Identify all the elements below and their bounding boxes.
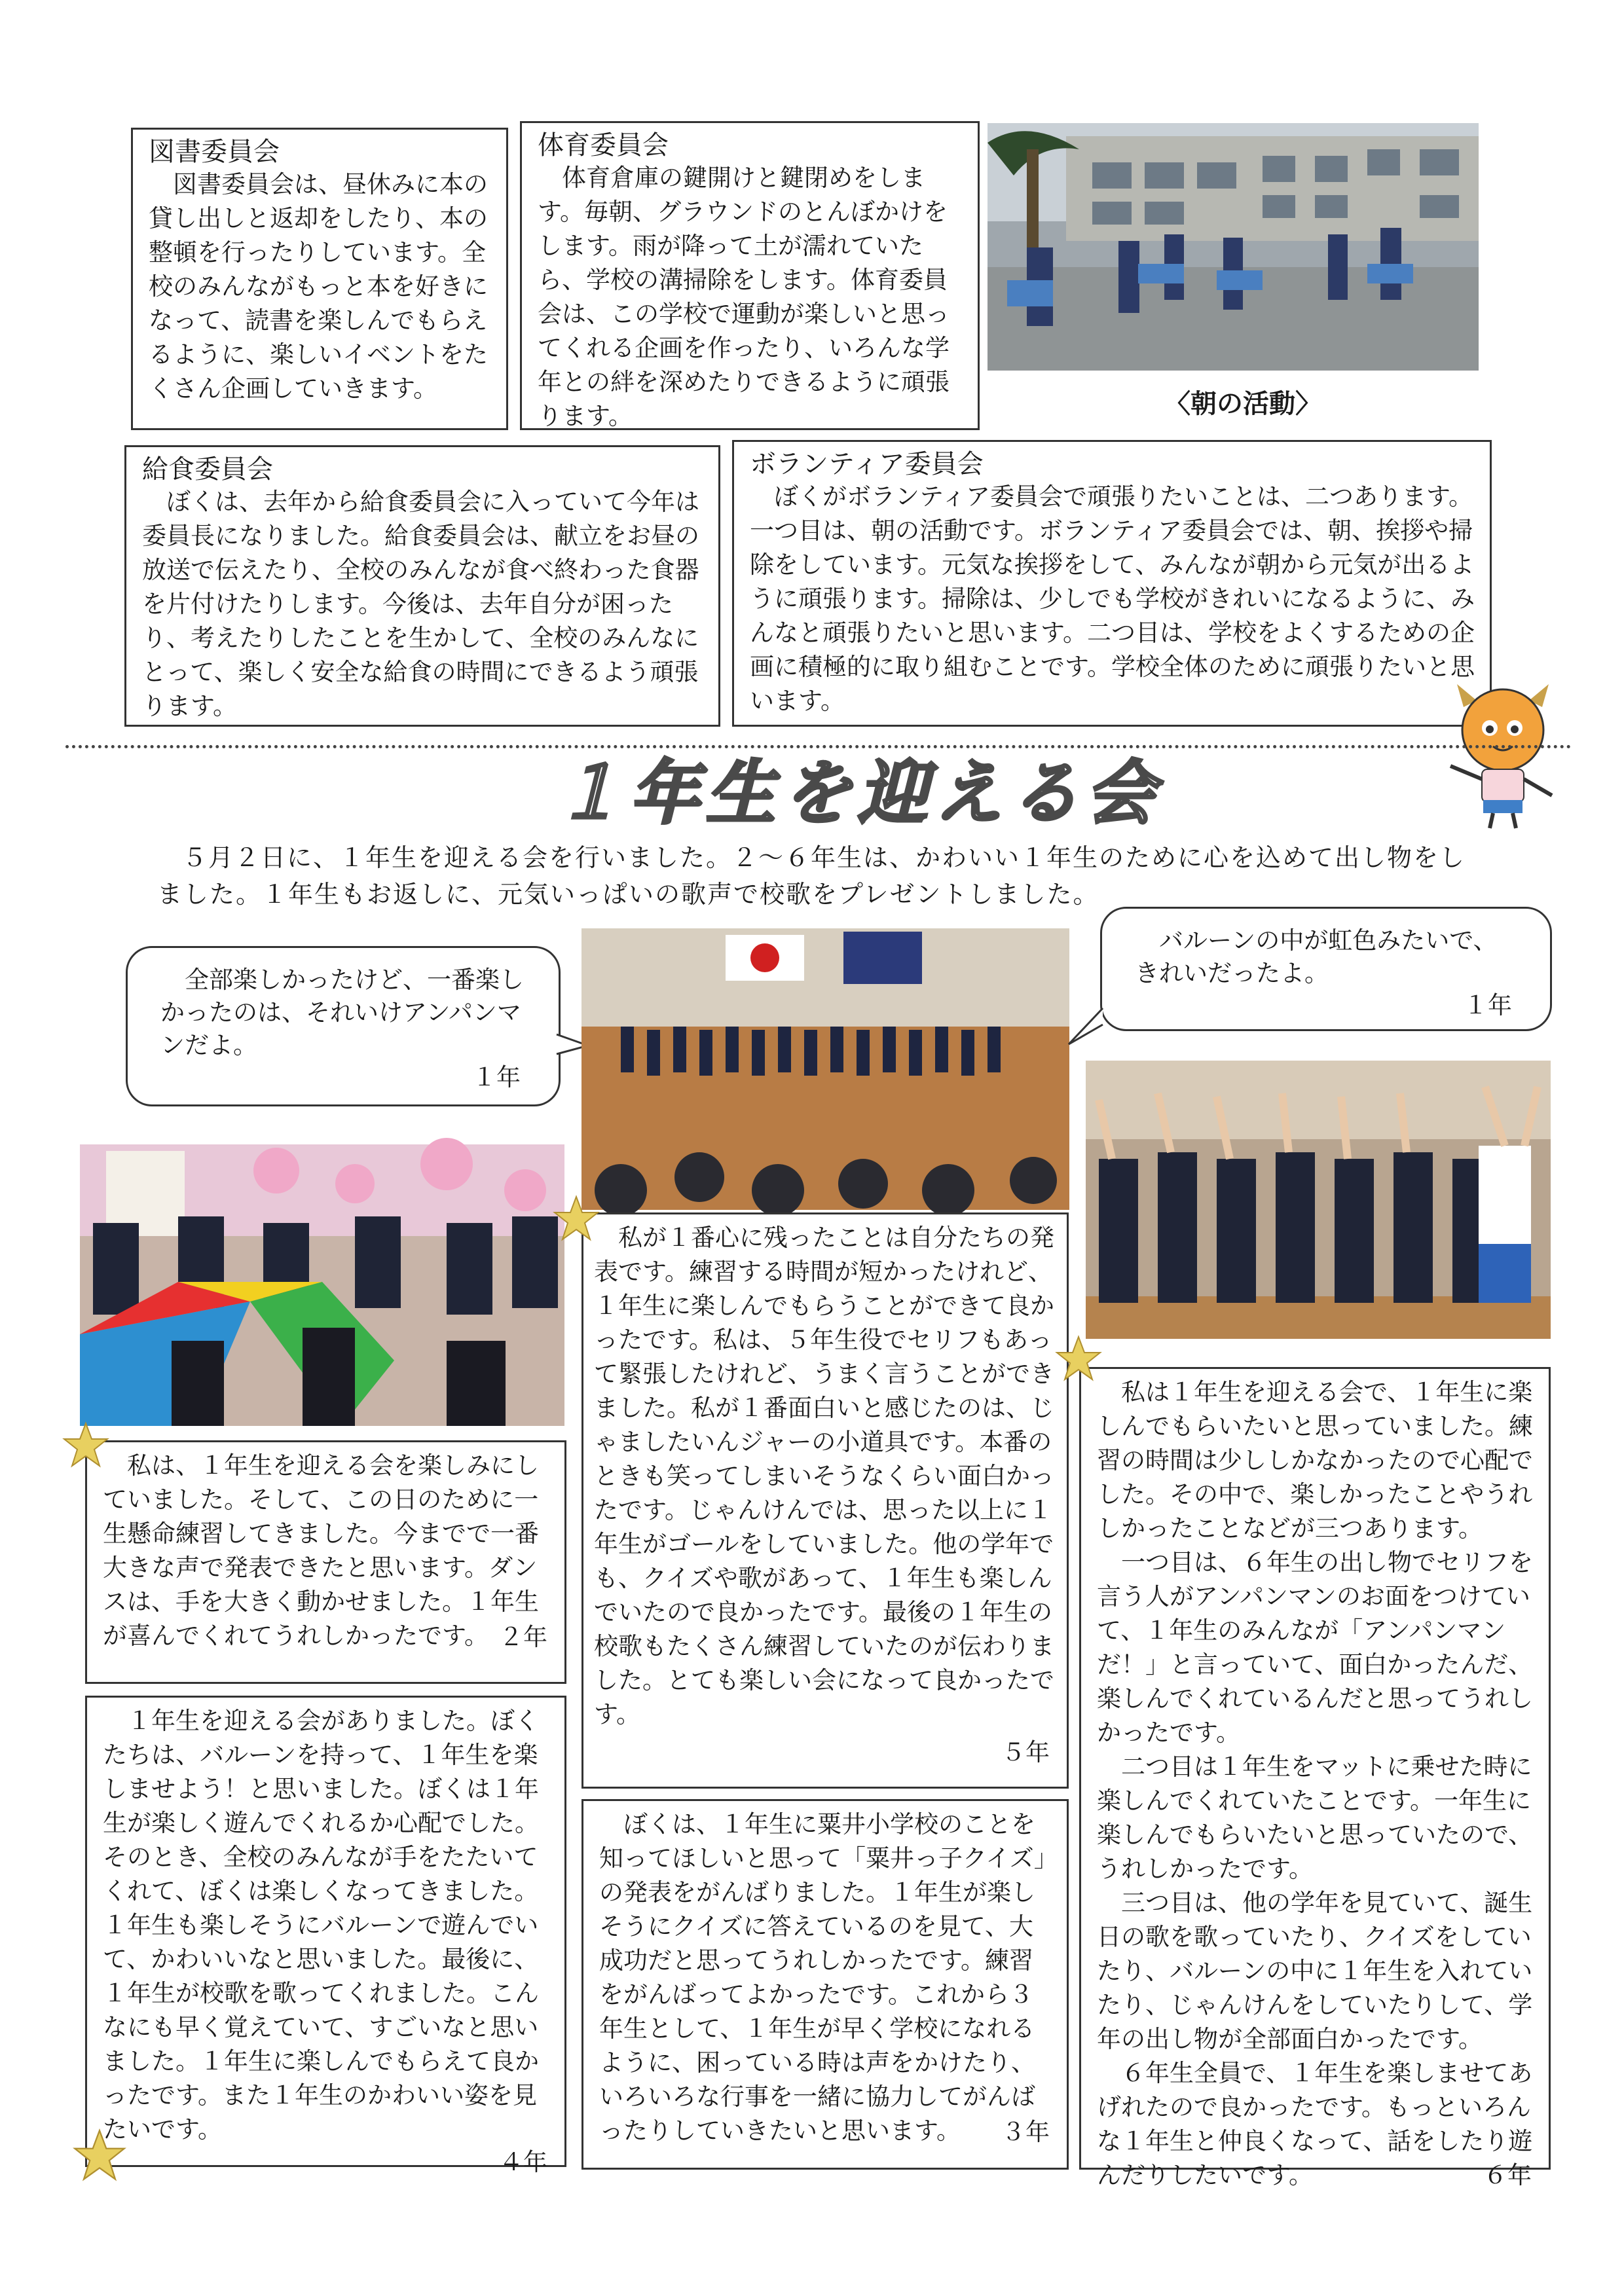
star-icon: [63, 1422, 109, 1468]
grade6-paragraph-5: ６年生全員で、１年生を楽しませてあげれたので良かったです。もっといろんな１年生と仲良くなって、話をしたり遊んだりしたいです。: [1097, 2059, 1533, 2189]
welcome-title: [511, 746, 1205, 838]
lunch-committee-text: ぼくは、去年から給食委員会に入っていて今年は委員長になりました。給食委員会は、献立をお昼の放送で伝えたり、全校のみんなが食べ終わった食器を片付けたりします。今後は、去年自分が困ったり、考えたりしたことを生かして、全校のみんなにとって、楽しく安全な給食の時間にできるよう頑張ります。: [142, 488, 699, 720]
bubble-left-grade: １年: [472, 1063, 521, 1091]
grade3-label: ３年: [1001, 2118, 1050, 2146]
morning-activity-photo: [987, 123, 1479, 371]
volunteer-committee-text: ぼくがボランティア委員会で頑張りたいことは、二つあります。一つ目は、朝の活動です。ボランティア委員会では、朝、挨拶や掃除をしています。元気な挨拶をして、みんなが朝から元気が出るように頑張ります。掃除は、少しでも学校がきれいになるように、みんなと頑張りたいと思います。二つ目は、学校をよくするための企画に積極的に取り組むことです。学校全体のために頑張りたいと思います。: [750, 483, 1475, 715]
grade5-label: ５年: [1001, 1738, 1050, 1766]
library-committee-box: [131, 128, 508, 430]
volunteer-committee-box: [732, 440, 1492, 727]
grade3-text: ぼくは、１年生に粟井小学校のことを知ってほしいと思って「粟井っ子クイズ」の発表をがんばりました。１年生が楽しそうにクイズに答えているのを見て、大成功だと思ってうれしかったです。練習をがんばってよかったです。これから３年生として、１年生が早く学校になれるように、困っている時は声をかけたり、いろいろな行事を一緒に協力してがんばったりしていきたいと思います。: [599, 1810, 1046, 2145]
grade6-paragraph-4: 三つ目は、他の学年を見ていて、誕生日の歌を歌っていたり、クイズをしていたり、バルーンの中に１年生を入れていたり、じゃんけんをしていたりして、学年の出し物が全部面白かったです。: [1097, 1889, 1533, 2053]
grade6-paragraph-3: 二つ目は１年生をマットに乗せた時に楽しんでくれていたことです。一年生に楽しんでもらいたいと思っていたので、うれしかったです。: [1097, 1753, 1533, 1883]
grade6-box: [1079, 1367, 1551, 2189]
star-icon: [1056, 1336, 1101, 1381]
grade6-paragraph-2: 一つ目は、６年生の出し物でセリフを言う人がアンパンマンのお面をつけていて、１年生のみんなが「アンパンマンだ！」と言っていて、面白かったんだ、楽しんでくれているんだと思ってうれしかったです。: [1097, 1548, 1533, 1747]
grade6-paragraph-1: 私は１年生を迎える会で、１年生に楽しんでもらいたいと思っていました。練習の時間は少ししかなかったので心配でした。その中で、楽しかったことやうれしかったことなどが三つあります。: [1097, 1378, 1533, 1542]
welcome-intro: ５月２日に、１年生を迎える会を行いました。２～６年生は、かわいい１年生のために心を込めて出し物をしました。１年生もお返しに、元気いっぱいの歌声で校歌をプレゼントしました。: [157, 843, 1466, 909]
first-grader-bubble-right: [1100, 907, 1552, 1031]
bubble-right-tail: [1069, 1008, 1105, 1048]
grade4-box: [85, 1696, 566, 2176]
students-arms-up-photo: [1086, 1061, 1551, 1339]
library-committee-title: 図書委員会: [149, 137, 280, 167]
grade5-text: 私が１番心に残ったことは自分たちの発表です。練習する時間が短かったけれど、１年生に楽しんでもらうことができて良かったです。私は、５年生役でセリフもあって緊張したけれど、うまく言うことができました。私が１番面白いと感じたのは、じゃましたいんジャーの小道具です。本番のときも笑ってしまいそうなくらい面白かったです。じゃんけんでは、思った以上に１年生がゴールをしていました。他の学年でも、クイズや歌があって、１年生も楽しんでいたので良かったです。最後の１年生の校歌もたくさん練習していたのが伝わりました。とても楽しい会になって良かったです。: [594, 1224, 1054, 1728]
pe-committee-box: [520, 121, 980, 430]
volunteer-committee-title: ボランティア委員会: [750, 449, 984, 479]
lunch-committee-title: 給食委員会: [142, 454, 273, 484]
star-icon: [553, 1195, 599, 1241]
stage-performance-photo: [581, 928, 1069, 1210]
bubble-left-text: 全部楽しかったけど、一番楽しかったのは、それいけアンパンマンだよ。: [160, 966, 524, 1059]
parachute-balloon-photo: [80, 1144, 564, 1426]
grade4-text: １年生を迎える会がありました。ぼくたちは、バルーンを持って、１年生を楽しませよう！と思いました。ぼくは１年生が楽しく遊んでくれるか心配でした。そのとき、全校のみんなが手をたたいてくれて、ぼくは楽しくなってきました。１年生も楽しそうにバルーンで遊んでいて、かわいいなと思いました。最後に、１年生が校歌を歌ってくれました。こんなにも早く覚えていて、すごいなと思いました。１年生に楽しんでもらえて良かったです。また１年生のかわいい姿を見たいです。: [103, 1707, 539, 2143]
grade2-label: ２年: [499, 1623, 547, 1651]
mascot-character: [1437, 681, 1568, 831]
grade6-label: ６年: [1483, 2161, 1532, 2189]
lunch-committee-box: [124, 445, 720, 727]
grade2-text: 私は、１年生を迎える会を楽しみにしていました。そして、この日のために一生懸命練習してきました。今までで一番大きな声で発表できたと思います。ダンスは、手を大きく動かせました。１年生が喜んでくれてうれしかったです。: [103, 1451, 539, 1650]
pe-committee-title: 体育委員会: [538, 130, 669, 160]
grade2-box: [85, 1440, 566, 1684]
morning-activity-caption: 〈朝の活動〉: [1164, 389, 1321, 419]
first-grader-bubble-left: [126, 946, 561, 1106]
bubble-right-grade: １年: [1464, 991, 1512, 1019]
grade5-box: [581, 1212, 1069, 1789]
bubble-right-text: バルーンの中が虹色みたいで、きれいだったよ。: [1135, 926, 1498, 987]
grade6-text: [1097, 1376, 1537, 2193]
welcome-title-text: １年生を迎える会: [554, 753, 1162, 833]
library-committee-text: 図書委員会は、昼休みに本の貸し出しと返却をしたり、本の整頓を行ったりしています。全校のみんながもっと本を好きになって、読書を楽しんでもらえるように、楽しいイベントをたくさん企画していきます。: [149, 170, 488, 403]
grade4-label: ４年: [499, 2148, 547, 2176]
pe-committee-text: 体育倉庫の鍵開けと鍵閉めをします。毎朝、グラウンドのとんぼかけをします。雨が降って土が濡れていたら、学校の溝掃除をします。体育委員会は、この学校で運動が楽しいと思ってくれる企画を作ったり、いろんな学年との絆を深めたりできるように頑張ります。: [538, 164, 950, 430]
grade3-box: [581, 1799, 1069, 2170]
star-icon: [73, 2129, 126, 2181]
